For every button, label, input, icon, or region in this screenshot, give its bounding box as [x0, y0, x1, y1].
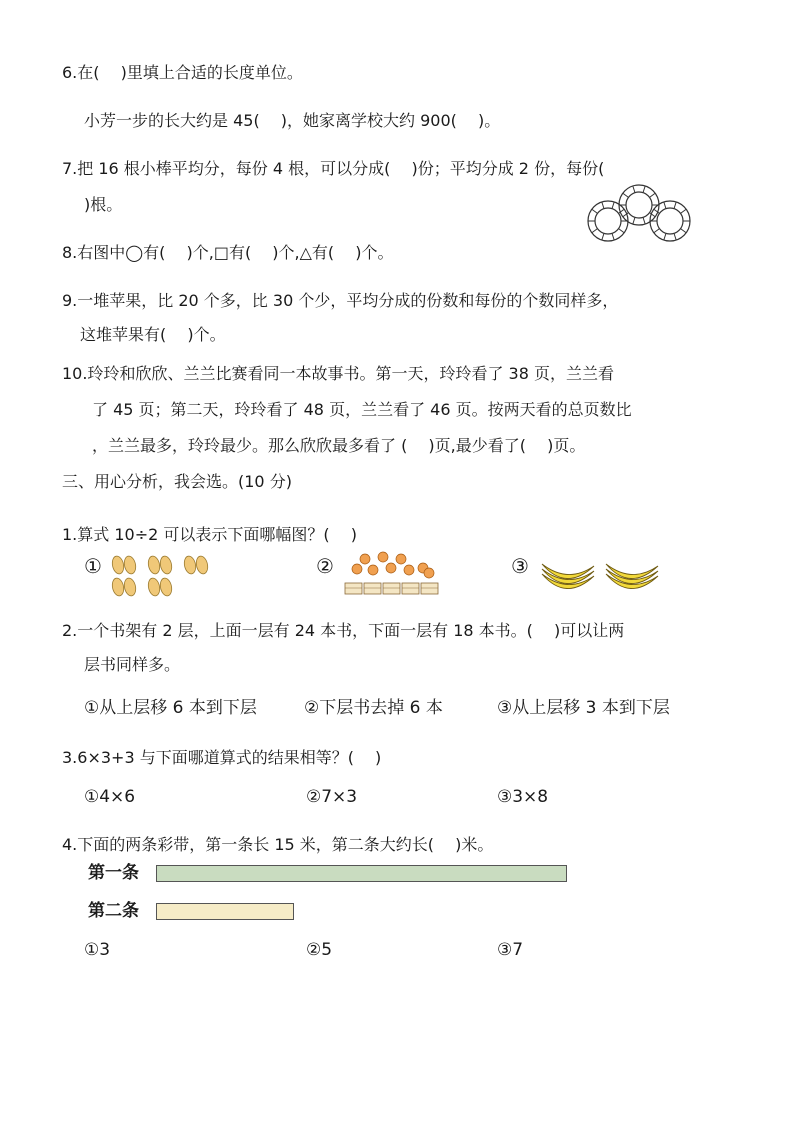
q6-line1: 6.在( )里填上合适的长度单位。 — [62, 63, 303, 82]
s3-q2-option-3: ③从上层移 3 本到下层 — [497, 698, 670, 718]
spoke — [592, 229, 598, 233]
spoke — [681, 229, 687, 233]
s3-q2-option-1: ①从上层移 6 本到下层 — [84, 698, 257, 718]
s3-q3-option-3: ③3×8 — [497, 787, 549, 807]
spoke — [674, 233, 676, 240]
s3-q2-option-2: ②下层书去掉 6 本 — [304, 698, 443, 718]
oranges-baskets-picture — [343, 553, 443, 599]
basket — [364, 583, 381, 594]
spoke — [602, 233, 604, 240]
q10-line2: 了 45 页；第二天，玲玲看了 48 页，兰兰看了 46 页。按两天看的总页数比 — [92, 400, 632, 419]
spoke — [664, 233, 666, 240]
s3-q4-option-1: ①3 — [84, 940, 111, 960]
ribbon2 — [156, 903, 294, 920]
s3-q3-option-2: ②7×3 — [306, 787, 358, 807]
spoke — [633, 217, 635, 224]
spoke — [643, 186, 645, 193]
banana-picture — [538, 556, 660, 596]
spoke — [619, 229, 625, 233]
orange — [360, 554, 370, 564]
mango — [183, 555, 198, 575]
s3-q2-line1: 2.一个书架有 2 层，上面一层有 24 本书，下面一层有 18 本书。( )可以让两 — [62, 621, 625, 640]
basket — [421, 583, 438, 594]
mango — [159, 577, 174, 597]
spoke — [612, 202, 614, 209]
q6-line2: 小芳一步的长大约是 45( )，她家离学校大约 900( )。 — [84, 111, 501, 130]
s3-q4-stem: 4.下面的两条彩带，第一条长 15 米，第二条大约长( )米。 — [62, 835, 494, 854]
s3-q1-marker-3: ③ — [511, 554, 529, 578]
q10-line1: 10.玲玲和欣欣、兰兰比赛看同一本故事书。第一天，玲玲看了 38 页，兰兰看 — [62, 364, 614, 383]
spoke — [681, 209, 687, 213]
q9-line1: 9.一堆苹果，比 20 个多，比 30 个少，平均分成的份数和每份的个数同样多， — [62, 291, 619, 310]
orange — [386, 563, 396, 573]
ribbon2-label: 第二条 — [88, 901, 139, 921]
section3-heading: 三、用心分析，我会选。(10 分) — [62, 472, 292, 491]
ribbon1 — [156, 865, 567, 882]
mango — [147, 555, 162, 575]
orange — [424, 568, 434, 578]
q9-line2: 这堆苹果有( )个。 — [80, 325, 226, 344]
mango-pictures — [108, 553, 218, 599]
mango — [123, 577, 138, 597]
q7-line1: 7.把 16 根小棒平均分，每份 4 根，可以分成( )份；平均分成 2 份，每份( — [62, 159, 605, 178]
mango — [111, 577, 126, 597]
basket — [383, 583, 400, 594]
basket — [402, 583, 419, 594]
s3-q3-stem: 3.6×3+3 与下面哪道算式的结果相等？( ) — [62, 748, 382, 767]
spoke — [623, 193, 629, 197]
basket — [345, 583, 362, 594]
mango — [111, 555, 126, 575]
s3-q1-stem: 1.算式 10÷2 可以表示下面哪幅图？( ) — [62, 525, 357, 544]
mango — [147, 577, 162, 597]
circle-figure — [587, 184, 687, 244]
s3-q1-marker-2: ② — [316, 554, 334, 578]
s3-q4-option-3: ③7 — [497, 940, 524, 960]
spoke — [633, 186, 635, 193]
s3-q2-line2: 层书同样多。 — [84, 655, 181, 674]
q7-line2: )根。 — [84, 195, 123, 214]
spoke — [674, 202, 676, 209]
s3-q4-option-2: ②5 — [306, 940, 333, 960]
spoke — [612, 233, 614, 240]
orange — [378, 552, 388, 562]
mango — [195, 555, 210, 575]
orange — [368, 565, 378, 575]
orange — [352, 564, 362, 574]
q10-line3: ，兰兰最多，玲玲最少。那么欣欣最多看了 ( )页,最少看了( )页。 — [92, 436, 586, 455]
s3-q1-marker-1: ① — [84, 554, 102, 578]
q8-line1: 8.右图中◯有( )个,□有( )个,△有( )个。 — [62, 243, 394, 262]
orange — [404, 565, 414, 575]
ribbon1-label: 第一条 — [88, 863, 139, 883]
spoke — [664, 202, 666, 209]
spoke — [592, 209, 598, 213]
spoke — [602, 202, 604, 209]
s3-q3-option-1: ①4×6 — [84, 787, 136, 807]
spoke — [643, 217, 645, 224]
spoke — [654, 229, 660, 233]
spoke — [650, 193, 656, 197]
mango — [123, 555, 138, 575]
mango — [159, 555, 174, 575]
orange — [396, 554, 406, 564]
